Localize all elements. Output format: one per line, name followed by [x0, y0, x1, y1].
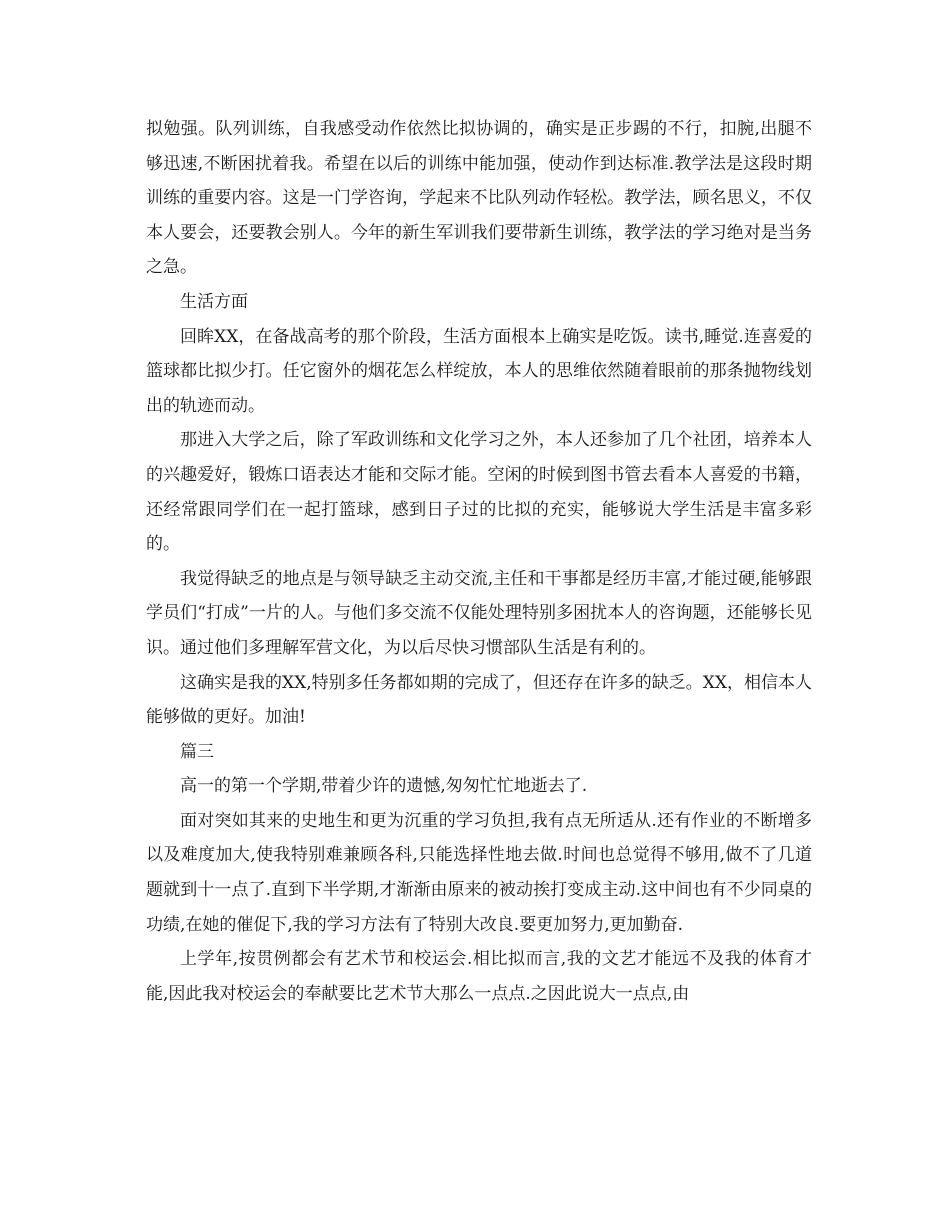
- paragraph-sports-festival: 上学年,按贯例都会有艺术节和校运会.相比拟而言,我的文艺才能远不及我的体育才能,因此我对校运会的奉献要比艺术节大那么一点点.之因此说大一点点,由: [146, 949, 812, 1004]
- paragraph-communication: 我觉得缺乏的地点是与领导缺乏主动交流,主任和干事都是经历丰富,才能过硬,能够跟学员们“打成”一片的人。与他们多交流不仅能处理特别多困扰本人的咨询题，还能够长见识。通过他们多理解军营文化，为以后尽快习惯部队生活是有利的。: [146, 568, 812, 658]
- paragraph-first-semester: 高一的第一个学期,带着少许的遗憾,匆匆忙忙地逝去了.: [180, 776, 588, 797]
- paragraph-review: 回眸XX，在备战高考的那个阶段，生活方面根本上确实是吃饭。读书,睡觉.连喜爱的篮球都比拟少打。任它窗外的烟花怎么样绽放，本人的思维依然随着眼前的那条抛物线划出的轨迹而动。: [146, 326, 812, 416]
- section-heading-life: 生活方面: [180, 291, 248, 312]
- paragraph-university-life: 那进入大学之后，除了军政训练和文化学习之外，本人还参加了几个社团，培养本人的兴趣爱好，锻炼口语表达才能和交际才能。空闲的时候到图书管去看本人喜爱的书籍，还经常跟同学们在一起打篮球，感到日子过的比拟的充实，能够说大学生活是丰富多彩的。: [146, 430, 812, 555]
- section-heading-part-three: 篇三: [180, 741, 214, 762]
- document-page: [146, 112, 812, 1011]
- paragraph-study-burden: 面对突如其来的史地生和更为沉重的学习负担,我有点无所适从.还有作业的不断增多以及难度加大,使我特别难兼顾各科,只能选择性地去做.时间也总觉得不够用,做不了几道题就到十一点了.直到下半学期,才渐渐由原来的被动挨打变成主动.这中间也有不少同桌的功绩,在她的催促下,我的学习方法有了特别大改良.要更加努力,更加勤奋.: [146, 810, 812, 935]
- paragraph-summary: 这确实是我的XX,特别多任务都如期的完成了，但还存在许多的缺乏。XX，相信本人能够做的更好。加油!: [146, 672, 812, 728]
- paragraph-training-continued: 拟勉强。队列训练，自我感受动作依然比拟协调的，确实是正步踢的不行，扣腕,出腿不够迅速,不断困扰着我。希望在以后的训练中能加强，使动作到达标准.教学法是这段时期训练的重要内容。这是一门学咨询，学起来不比队列动作轻松。教学法，顾名思义，不仅本人要会，还要教会别人。今年的新生军训我们要带新生训练，教学法的学习绝对是当务之急。: [146, 119, 812, 278]
